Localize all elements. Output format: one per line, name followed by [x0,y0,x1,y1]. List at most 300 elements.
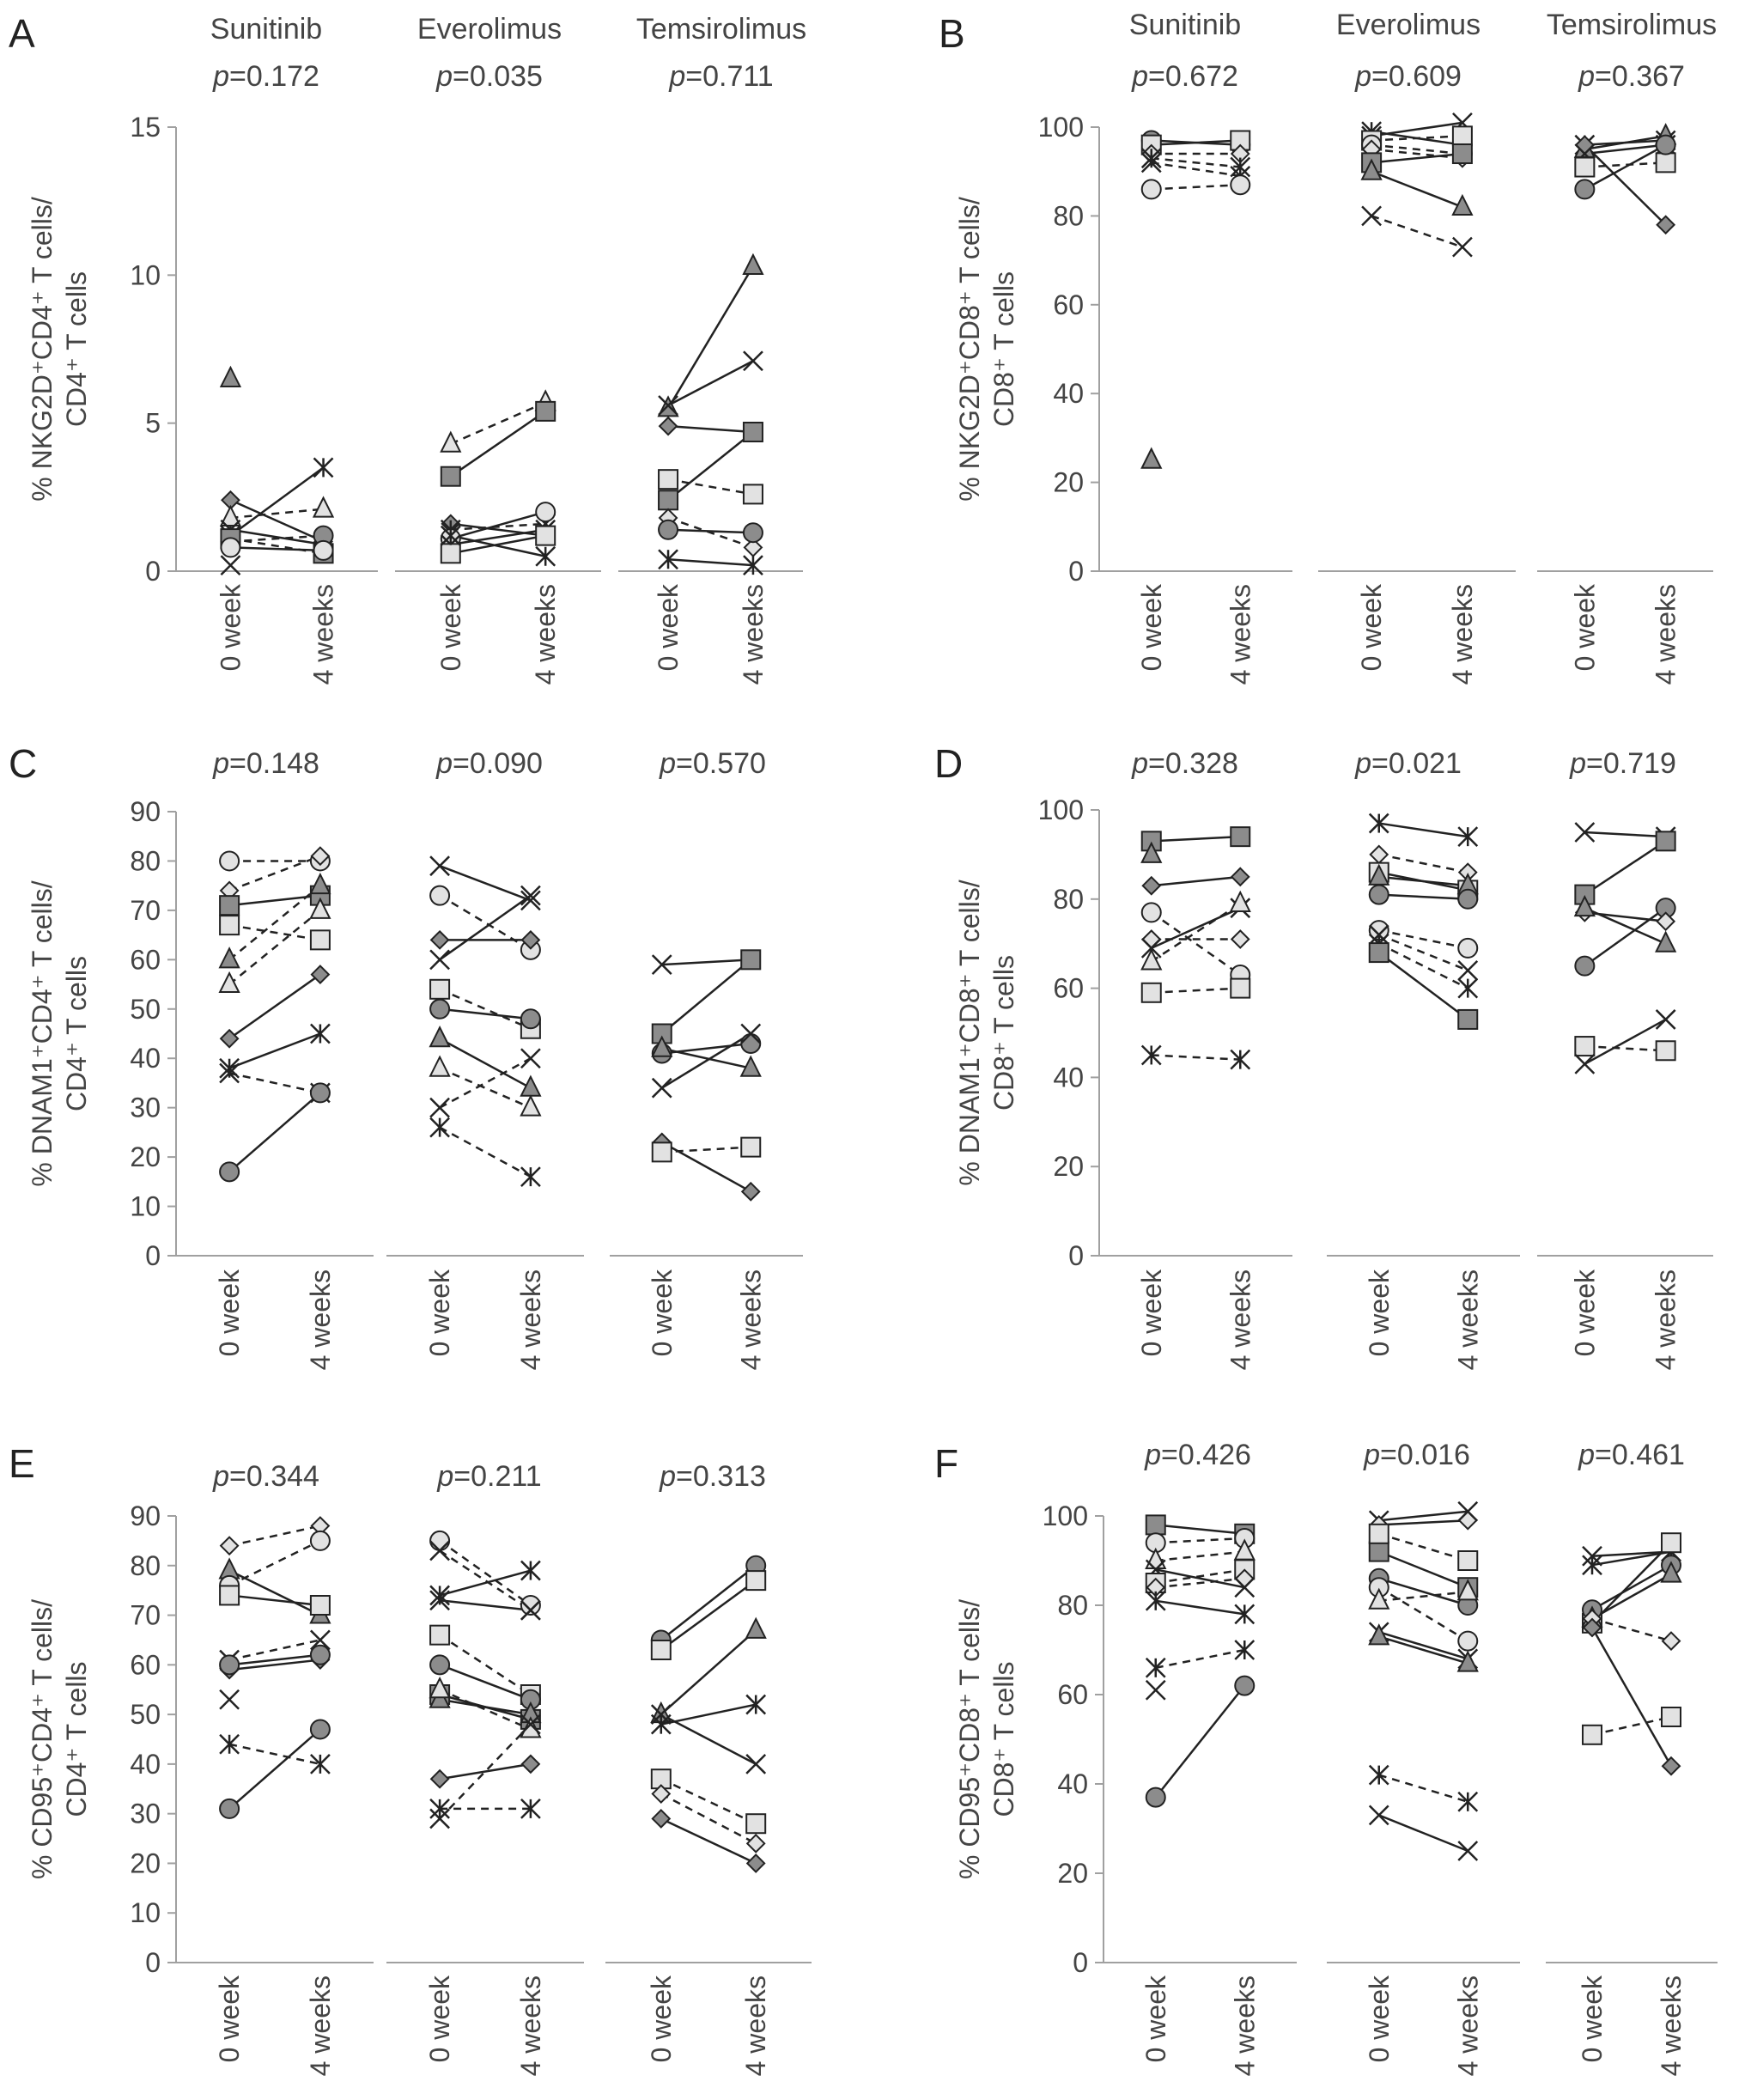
series-line [440,1764,531,1779]
series-line [668,479,753,494]
y-tick-label: 80 [130,845,161,877]
p-value [1569,747,1676,780]
circle-marker [221,538,240,557]
square-marker [220,1586,239,1604]
diamond-marker [742,1183,759,1200]
series-line [662,959,751,965]
y-axis-label [954,1599,1019,1879]
x-tick-label: 4 weeks [304,1975,336,2077]
triangle-marker [220,973,239,992]
series-line [1156,1538,1245,1543]
circle-marker [220,1799,239,1818]
circle-marker [659,520,678,539]
series-line [1379,824,1468,837]
series-line [451,530,545,545]
series-line [440,1541,531,1605]
p-value-symbol: p [1570,747,1586,780]
diamond-marker [1231,931,1249,948]
series-line [1152,185,1241,189]
y-tick-label: 90 [130,1500,161,1531]
p-value-symbol: p [1364,1439,1380,1471]
square-marker [1662,1533,1681,1552]
square-marker [746,1571,765,1590]
group-title: Everolimus [1335,9,1481,41]
y-tick-label: 60 [1053,289,1084,320]
p-value-symbol: p [213,60,229,93]
x-marker [746,1755,765,1774]
series-line [1152,912,1241,975]
square-marker [1370,1543,1389,1561]
group-everolimus [395,13,601,685]
panel-letter: C [9,741,38,786]
series-line [1371,123,1462,137]
circle-marker [741,1034,760,1053]
x-tick-label: 0 week [1356,584,1388,672]
series-line [440,1128,531,1177]
asterisk-marker [652,1715,671,1734]
x-tick-label: 0 week [646,1269,678,1357]
y-axis-label-line: % CD95⁺CD8⁺ T cells/ [954,1598,985,1880]
group-everolimus [1318,9,1516,685]
x-marker [1362,206,1381,225]
y-axis-label-line: % CD95⁺CD4⁺ T cells/ [27,1598,58,1880]
x-marker [1458,1841,1477,1860]
group-3 [1537,747,1713,1370]
series-line [440,1009,531,1019]
group-1 [1104,1439,1297,2076]
p-value [1131,60,1238,93]
series-line [1592,1565,1671,1610]
series-line [229,1744,320,1764]
y-tick-label: 100 [1037,112,1084,143]
x-tick-label: 0 week [214,1269,246,1357]
series-line [440,866,531,900]
diamond-marker [747,1835,764,1852]
x-tick-label: 0 week [435,584,466,672]
series-line [1379,855,1468,873]
triangle-marker [314,498,333,517]
diamond-marker [312,966,329,983]
series-line [440,896,531,950]
series-line [1156,1601,1245,1615]
triangle-marker [521,1077,540,1096]
series-line [1584,832,1665,837]
x-tick-label: 4 weeks [1229,1975,1261,2077]
y-axis-label-line: CD4⁺ T cells [61,271,92,428]
p-value-number: =0.328 [1147,747,1238,780]
series-line [1156,1552,1245,1561]
series-line [1371,216,1462,247]
circle-marker [430,886,449,905]
series-line [440,1038,531,1087]
series-line [1156,1650,1245,1668]
square-marker [220,916,239,934]
asterisk-marker [220,1059,239,1078]
asterisk-marker [1370,1766,1389,1785]
square-marker [1453,126,1472,145]
series-line [1379,944,1468,989]
series-line [1379,1520,1468,1525]
square-marker [1575,1037,1594,1056]
series-line [229,925,320,940]
square-marker [1142,983,1161,1002]
square-marker [653,1142,672,1161]
series-line [1371,149,1462,158]
triangle-marker [744,255,763,274]
p-value [436,1460,541,1493]
x-tick-label: 4 weeks [1650,1269,1681,1371]
p-value-number: =0.148 [228,747,319,780]
group-temsirolimus [618,13,806,685]
square-marker [1453,144,1472,163]
x-marker [430,856,449,875]
triangle-marker [220,948,239,967]
series-line [1592,1717,1671,1735]
x-marker [1458,961,1477,980]
series-line [1152,837,1241,841]
series-line [230,539,323,553]
circle-marker [220,851,239,870]
series-line [451,403,545,444]
p-value [659,1460,766,1493]
p-value-number: =0.609 [1371,60,1462,93]
square-marker [1575,158,1594,177]
square-marker [1458,1010,1477,1029]
group-title: Temsirolimus [635,13,807,46]
p-value-symbol: p [1132,60,1148,93]
circle-marker [430,1655,449,1674]
asterisk-marker [1583,1555,1602,1574]
circle-marker [1370,886,1389,904]
y-tick-label: 80 [1057,1590,1088,1621]
series-line [662,1049,751,1068]
asterisk-marker [1235,1640,1254,1659]
series-line [229,1034,320,1068]
x-tick-label: 0 week [1135,584,1167,672]
series-line [661,1794,756,1844]
square-marker [659,490,678,509]
square-marker [1583,1726,1602,1744]
p-value-symbol: p [1578,60,1595,93]
series-line [1379,877,1468,886]
y-tick-label: 30 [130,1092,161,1123]
diamond-marker [221,1030,238,1047]
series-line [1584,145,1665,225]
x-tick-label: 0 week [215,584,246,672]
circle-marker [220,1162,239,1181]
circle-marker [521,1009,540,1028]
series-line [661,1566,756,1640]
y-tick-label: 60 [130,944,161,976]
circle-marker [744,523,763,542]
y-axis-label [954,880,1019,1185]
y-tick-label: 40 [130,1043,161,1074]
x-marker [430,950,449,969]
panel-letter: E [9,1441,35,1486]
series-line [1152,904,1241,961]
panel-letter: A [9,11,35,56]
triangle-marker [430,1027,449,1046]
square-marker [1231,979,1249,998]
diamond-marker [522,1756,539,1773]
series-line [230,530,323,545]
series-line [1371,172,1462,207]
series-line [1592,1619,1671,1641]
series-line [1379,953,1468,1020]
series-line [1371,136,1462,140]
series-line [1379,1815,1468,1851]
y-tick-label: 20 [130,1141,161,1173]
circle-marker [430,1531,449,1550]
square-marker [652,1640,671,1659]
p-value-number: =0.016 [1379,1439,1470,1471]
diamond-marker [747,1854,764,1872]
series-line [440,1058,531,1107]
panel-A [9,11,806,685]
asterisk-marker [536,547,555,566]
p-value-symbol: p [436,747,453,780]
y-tick-label: 0 [145,1240,161,1271]
series-line [1152,908,1241,948]
square-marker [536,402,555,421]
p-value-number: =0.021 [1371,747,1462,780]
asterisk-marker [314,458,333,477]
x-tick-label: 0 week [1569,1269,1601,1357]
series-line [230,547,323,550]
diamond-marker [1143,877,1160,894]
series-line [440,1665,531,1699]
x-marker [744,351,763,370]
circle-marker [521,1596,540,1615]
p-value [668,60,773,93]
panel-letter: B [939,11,965,56]
series-line [1379,1512,1468,1520]
series-line [440,1600,531,1610]
asterisk-marker [1231,1050,1249,1069]
series-line [229,1541,320,1586]
series-line [662,959,751,1033]
asterisk-marker [521,1561,540,1580]
group-3 [610,747,803,1370]
y-tick-label: 40 [1053,378,1084,410]
series-line [1379,1775,1468,1802]
y-tick-label: 80 [1053,883,1084,915]
series-line [662,1034,751,1088]
x-tick-label: 0 week [1363,1269,1395,1357]
circle-marker [311,1083,330,1102]
x-tick-label: 0 week [1569,584,1601,672]
y-tick-label: 10 [130,259,161,291]
square-marker [746,1814,765,1833]
y-tick-label: 80 [130,1549,161,1581]
series-line [1379,1636,1468,1663]
p-value-number: =0.719 [1585,747,1676,780]
y-tick-label: 100 [1042,1500,1088,1531]
diamond-marker [1371,846,1388,863]
y-tick-label: 10 [130,1190,161,1222]
square-marker [1657,153,1675,172]
series-line [1379,895,1468,899]
circle-marker [1458,939,1477,958]
circle-marker [1458,1632,1477,1651]
asterisk-marker [746,1695,765,1714]
series-line [668,530,753,533]
p-value-number: =0.426 [1160,1439,1251,1471]
group-1 [176,747,374,1370]
series-line [451,411,545,477]
p-value-number: =0.172 [228,60,319,93]
series-line [661,1705,756,1725]
group-sunitinib [1099,9,1292,685]
group-sunitinib [176,13,378,685]
y-axis-label [27,880,92,1186]
y-tick-label: 70 [130,1599,161,1631]
circle-marker [1235,1677,1254,1695]
series-line [1152,158,1241,167]
p-value [212,60,319,93]
circle-marker [430,1000,449,1019]
y-tick-label: 0 [145,556,161,587]
y-tick-label: 100 [1037,794,1084,825]
series-line [1584,1046,1665,1050]
p-value [1363,1439,1470,1471]
p-value [1131,747,1238,780]
panel-D [934,741,1713,1370]
y-tick-label: 20 [1057,1858,1088,1889]
x-marker [1370,1805,1389,1824]
y-tick-label: 20 [130,1847,161,1879]
square-marker [441,544,460,563]
x-tick-label: 4 weeks [304,1269,336,1371]
p-value [1578,60,1685,93]
x-marker [220,1690,239,1709]
p-value [435,60,543,93]
series-line [229,1073,320,1093]
y-tick-label: 20 [1053,466,1084,498]
asterisk-marker [521,1167,540,1186]
series-line [1156,1579,1245,1587]
series-line [1152,989,1241,993]
p-value-symbol: p [1145,1439,1161,1471]
square-marker [659,470,678,489]
p-value-number: =0.461 [1594,1439,1685,1471]
p-value-number: =0.344 [228,1460,319,1493]
series-line [668,361,753,405]
p-value [1354,60,1462,93]
series-line [1584,908,1665,944]
series-line [668,432,753,500]
series-line [1371,154,1462,162]
x-tick-label: 4 weeks [735,1269,767,1371]
square-marker [311,930,330,949]
y-tick-label: 50 [130,993,161,1025]
x-marker [521,886,540,905]
series-line [229,1595,320,1605]
x-tick-label: 4 weeks [1452,1269,1484,1371]
panel-E [9,1441,812,2076]
y-tick-label: 50 [130,1699,161,1731]
y-axis-label-line: % DNAM1⁺CD8⁺ T cells/ [954,880,985,1186]
circle-marker [536,502,555,521]
series-line [440,896,531,960]
p-value [212,747,319,780]
series-line [229,975,320,1039]
series-line [229,1093,320,1172]
series-line [1592,1574,1671,1619]
p-value-number: =0.211 [453,1460,542,1493]
p-value-symbol: p [1355,60,1371,93]
series-line [1584,841,1665,894]
y-axis-label-line: % DNAM1⁺CD4⁺ T cells/ [27,880,58,1187]
series-line [1379,1632,1468,1659]
y-tick-label: 10 [130,1897,161,1929]
p-value-symbol: p [1355,747,1371,780]
circle-marker [1142,180,1161,198]
y-tick-label: 60 [1057,1679,1088,1710]
diamond-marker [431,931,448,948]
triangle-marker [430,1057,449,1076]
group-1 [176,1460,374,2076]
x-marker [653,1079,672,1098]
series-line [661,1818,756,1863]
p-value-symbol: p [669,60,686,93]
group-title: Sunitinib [210,13,323,46]
group-3 [1546,1439,1718,2076]
p-value-number: =0.313 [675,1460,766,1493]
diamond-marker [1663,1757,1680,1774]
y-axis-label-line: CD4⁺ T cells [61,1661,92,1817]
square-marker [1662,1707,1681,1726]
square-marker [220,896,239,915]
p-value-symbol: p [436,60,453,93]
triangle-marker [1142,950,1161,969]
x-tick-label: 4 weeks [1656,1975,1687,2077]
x-tick-label: 0 week [653,584,684,672]
series-line [229,1571,320,1616]
panel-F [934,1439,1718,2076]
diamond-marker [221,1537,238,1555]
square-marker [744,423,763,441]
circle-marker [1657,136,1675,155]
panel-letter: D [934,741,964,786]
p-value-number: =0.711 [685,60,774,93]
x-tick-label: 4 weeks [737,584,769,685]
x-tick-label: 4 weeks [514,1269,546,1371]
series-line [1156,1525,1245,1533]
x-tick-label: 0 week [1140,1975,1171,2063]
group-temsirolimus [1537,9,1717,685]
y-axis-label-line: CD8⁺ T cells [988,954,1019,1111]
series-line [1152,162,1241,176]
series-line [229,1729,320,1808]
x-marker [430,1099,449,1117]
x-marker [1657,1010,1675,1029]
panel-B [939,9,1717,685]
p-value-number: =0.367 [1594,60,1685,93]
series-line [1592,1628,1671,1766]
series-line [661,1630,756,1714]
y-tick-label: 15 [130,112,161,143]
square-marker [1370,1525,1389,1543]
triangle-marker [221,368,240,387]
square-marker [311,1596,330,1615]
square-marker [1657,1041,1675,1060]
circle-marker [311,1646,330,1665]
p-value-number: =0.570 [675,747,766,780]
circle-marker [314,541,333,560]
group-title: Sunitinib [1128,9,1242,41]
series-line [1371,145,1462,154]
